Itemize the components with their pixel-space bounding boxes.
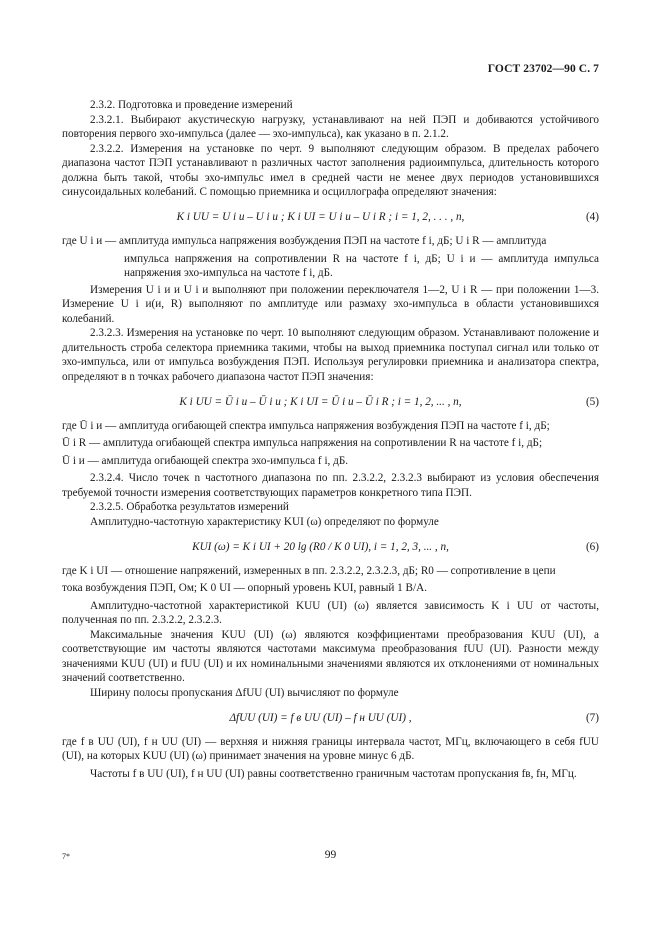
- page-number: 99: [324, 849, 337, 861]
- formula-7-text: ΔfUU (UI) = f в UU (UI) – f н UU (UI) ,: [229, 711, 412, 724]
- main-text: [62, 98, 599, 781]
- paragraph-afc: Амплитудно-частотную характеристику KUI (ω) определяют по формуле: [90, 515, 439, 528]
- formula-5: [62, 389, 599, 415]
- paragraph-bandwidth: Ширину полосы пропускания ΔfUU (UI) вычисляют по формуле: [90, 687, 399, 699]
- formula-7: [62, 705, 599, 731]
- page-header: ГОСТ 23702—90 С. 7: [487, 63, 599, 75]
- paragraph-measurements: Измерения U i и и U i и выполняют при положении переключателя 1—2, U i R — при положении 1—3. Измерение U i и(и, R) выполняют по амплитуде или размаху эхо-импульса в области установившихся колебаний.: [62, 283, 599, 325]
- where-4-line1: где U i и — амплитуда импульса напряжения возбуждения ПЭП на частоте f i, дБ; U i R — амплитуда: [62, 234, 547, 247]
- formula-7-number: (7): [585, 711, 599, 724]
- paragraph-2-3-2-4: 2.3.2.4. Число точек n частотного диапазона по пп. 2.3.2.2, 2.3.2.3 выбирают из условия обеспечения требуемой точности измерения соответствующих параметров конкретного типа ПЭП.: [62, 472, 599, 499]
- formula-5-text: K i UU = Ū i и – Ū i и ; K i UI = Ū i и – Ū i R ; i = 1, 2, ... , n,: [179, 395, 462, 408]
- where-6-line2: тока возбуждения ПЭП, Ом; K 0 UI — опорный уровень KUI, равный 1 В/А.: [62, 582, 428, 595]
- paragraph-afc-dependence: Амплитудно-частотной характеристикой KUU (UI) (ω) является зависимость K i UU от частоты, полученная по пп. 2.3.2.2, 2.3.2.3.: [62, 599, 599, 627]
- where-5-line2: Ū i R — амплитуда огибающей спектра импульса напряжения на сопротивлении R на частоте f i, дБ;: [62, 437, 543, 450]
- paragraph-max-values: Максимальные значения KUU (UI) (ω) являются коэффициентами преобразования KUU (UI), а соответствующие им частоты являются частотами максимума преобразования fUU (UI). Разности между значениями KUU (UI) и fUU (UI) и их номинальными значениями являются их отклонениями от номинальных значений соответственно.: [62, 628, 599, 685]
- paragraph-2-3-2-3: 2.3.2.3. Измерения на установке по черт. 10 выполняют следующим образом. Устанавливают положение и длительность строба селектора приемника такими, чтобы на выход приемника поступал сигнал или только от эхо-импульса, или от импульса возбуждения ПЭП. Используя регулировки приемника и анализатора спектра, определяют в n точках рабочего диапазона частот ПЭП значения:: [62, 327, 599, 383]
- where-5-line3: Ū i и — амплитуда огибающей спектра эхо-импульса f i, дБ.: [62, 454, 349, 467]
- section-title: 2.3.2. Подготовка и проведение измерений: [90, 99, 293, 111]
- paragraph-2-3-2-1: 2.3.2.1. Выбирают акустическую нагрузку, устанавливают на ней ПЭП и добиваются устойчивого повторения первого эхо-импульса (далее — эхо-импульса), как указано в п. 2.1.2.: [62, 113, 599, 141]
- formula-5-number: (5): [585, 395, 599, 408]
- formula-6-number: (6): [585, 540, 599, 553]
- where-5-line1: где Ū i и — амплитуда огибающей спектра импульса напряжения возбуждения ПЭП на частоте f i, дБ;: [62, 419, 550, 432]
- paragraph-2-3-2-5: 2.3.2.5. Обработка результатов измерений: [90, 501, 289, 514]
- paragraph-frequencies: Частоты f в UU (UI), f н UU (UI) равны соответственно граничным частотам пропускания fв, fн, МГц.: [90, 767, 577, 780]
- formula-4-text: K i UU = U i и – U i и ; K i UI = U i и – U i R ; i = 1, 2, . . . , n,: [176, 210, 465, 223]
- signature-mark: 7*: [62, 852, 70, 861]
- where-4-line2: импульса напряжения на сопротивлении R на частоте f i, дБ; U i и — амплитуда импульса напряжения эхо-импульса на частоте f i, дБ.: [124, 252, 599, 280]
- where-6-line1: где K i UI — отношение напряжений, измеренных в пп. 2.3.2.2, 2.3.2.3, дБ; R0 — сопротивление в цепи: [62, 564, 556, 577]
- formula-6-text: KUI (ω) = K i UI + 20 lg (R0 / K 0 UI), i = 1, 2, 3, ... , n,: [192, 540, 449, 553]
- paragraph-2-3-2-2: 2.3.2.2. Измерения на установке по черт. 9 выполняют следующим образом. В пределах рабочего диапазона частот ПЭП устанавливают n различных частот заполнения радиоимпульса, длительность которого должна быть такой, чтобы эхо-импульс имел в средней части не менее двух периодов установившихся синусоидальных колебаний. С помощью приемника и осциллографа определяют значения:: [62, 142, 599, 199]
- formula-4: [62, 204, 599, 230]
- formula-6: [62, 534, 599, 560]
- formula-4-number: (4): [585, 210, 599, 223]
- where-7: где f в UU (UI), f н UU (UI) — верхняя и нижняя границы интервала частот, МГц, включающего в себя fUU (UI), на которых KUU (UI) (ω) принимает значения на уровне минус 6 дБ.: [62, 735, 599, 763]
